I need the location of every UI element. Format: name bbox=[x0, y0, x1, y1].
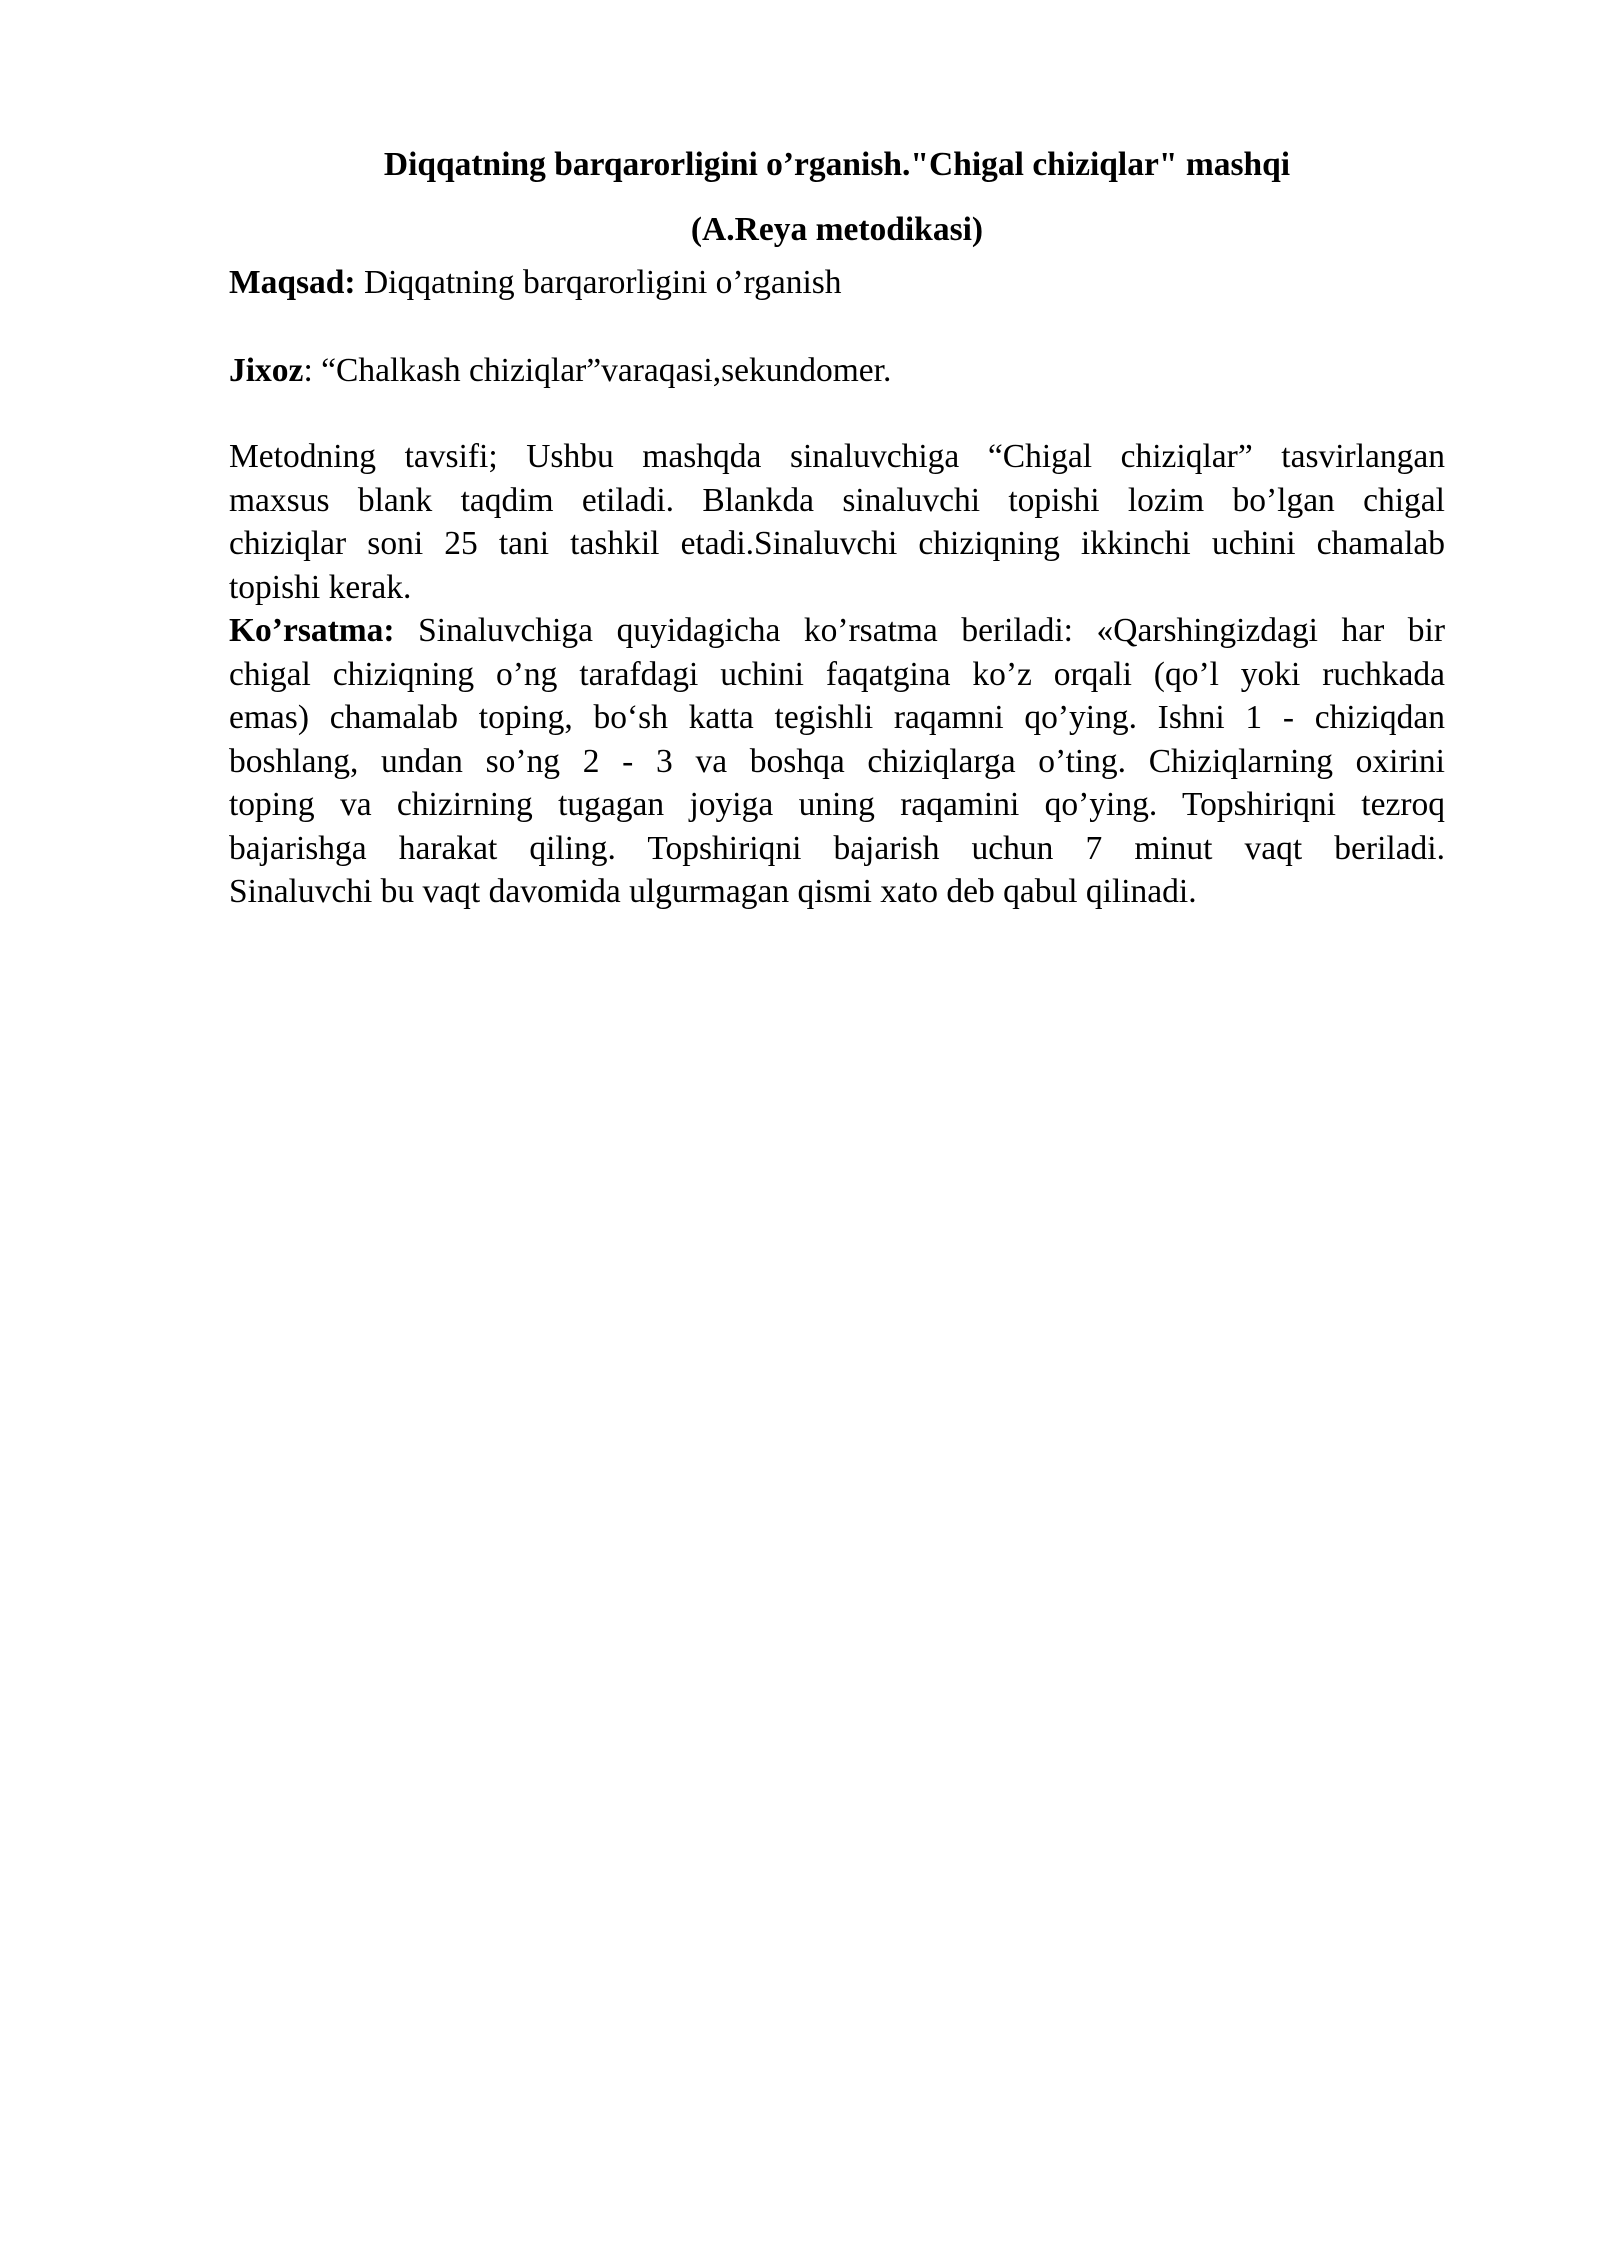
description-paragraph bbox=[229, 435, 1445, 609]
instruction-first-text: Sinaluvchiga quyidagicha ko’rsatma beriladi: «Qarshingizdagi har bir bbox=[394, 612, 1445, 649]
document-title: Diqqatning barqarorligini o’rganish."Chigal chiziqlar" mashqi bbox=[383, 146, 1291, 183]
instruction-paragraph bbox=[229, 609, 1445, 914]
instruction-line: chigal chiziqning o’ng tarafdagi uchini faqatgina ko’z orqali (qo’l yoki ruchkada bbox=[229, 655, 1445, 693]
document-subtitle: (A.Reya metodikasi) bbox=[690, 211, 984, 248]
goal-label: Maqsad: bbox=[229, 264, 356, 301]
description-line: chiziqlar soni 25 tani tashkil etadi.Sinaluvchi chiziqning ikkinchi uchini chamalab bbox=[229, 525, 1445, 562]
instruction-line: toping va chizirning tugagan joyiga uning raqamini qo’ying. Topshiriqni tezroq bbox=[229, 786, 1445, 823]
description-line: topishi kerak. bbox=[229, 568, 412, 606]
goal-paragraph bbox=[229, 261, 1445, 305]
instruction-line: Sinaluvchi bu vaqt davomida ulgurmagan qismi xato deb qabul qilinadi. bbox=[229, 873, 1197, 910]
equipment-label: Jixoz bbox=[229, 351, 304, 389]
description-line: Metodning tavsifi; Ushbu mashqda sinaluvchiga “Chigal chiziqlar” tasvirlangan bbox=[229, 438, 1445, 475]
instruction-first-line bbox=[229, 609, 1445, 653]
goal-text: Diqqatning barqarorligini o’rganish bbox=[355, 264, 842, 301]
equipment-paragraph bbox=[229, 349, 1445, 393]
instruction-line: emas) chamalab toping, bo‘sh katta tegishli raqamni qo’ying. Ishni 1 - chiziqdan bbox=[229, 699, 1445, 736]
equipment-text: : “Chalkash chiziqlar”varaqasi,sekundomer. bbox=[303, 351, 892, 389]
instruction-line: boshlang, undan so’ng 2 - 3 va boshqa chiziqlarga o’ting. Chiziqlarning oxirini bbox=[229, 742, 1445, 780]
instruction-label: Ko’rsatma: bbox=[229, 612, 395, 649]
description-line: maxsus blank taqdim etiladi. Blankda sinaluvchi topishi lozim bo’lgan chigal bbox=[229, 481, 1445, 519]
document-page bbox=[229, 140, 1445, 914]
instruction-line: bajarishga harakat qiling. Topshiriqni bajarish uchun 7 minut vaqt beriladi. bbox=[229, 829, 1445, 867]
